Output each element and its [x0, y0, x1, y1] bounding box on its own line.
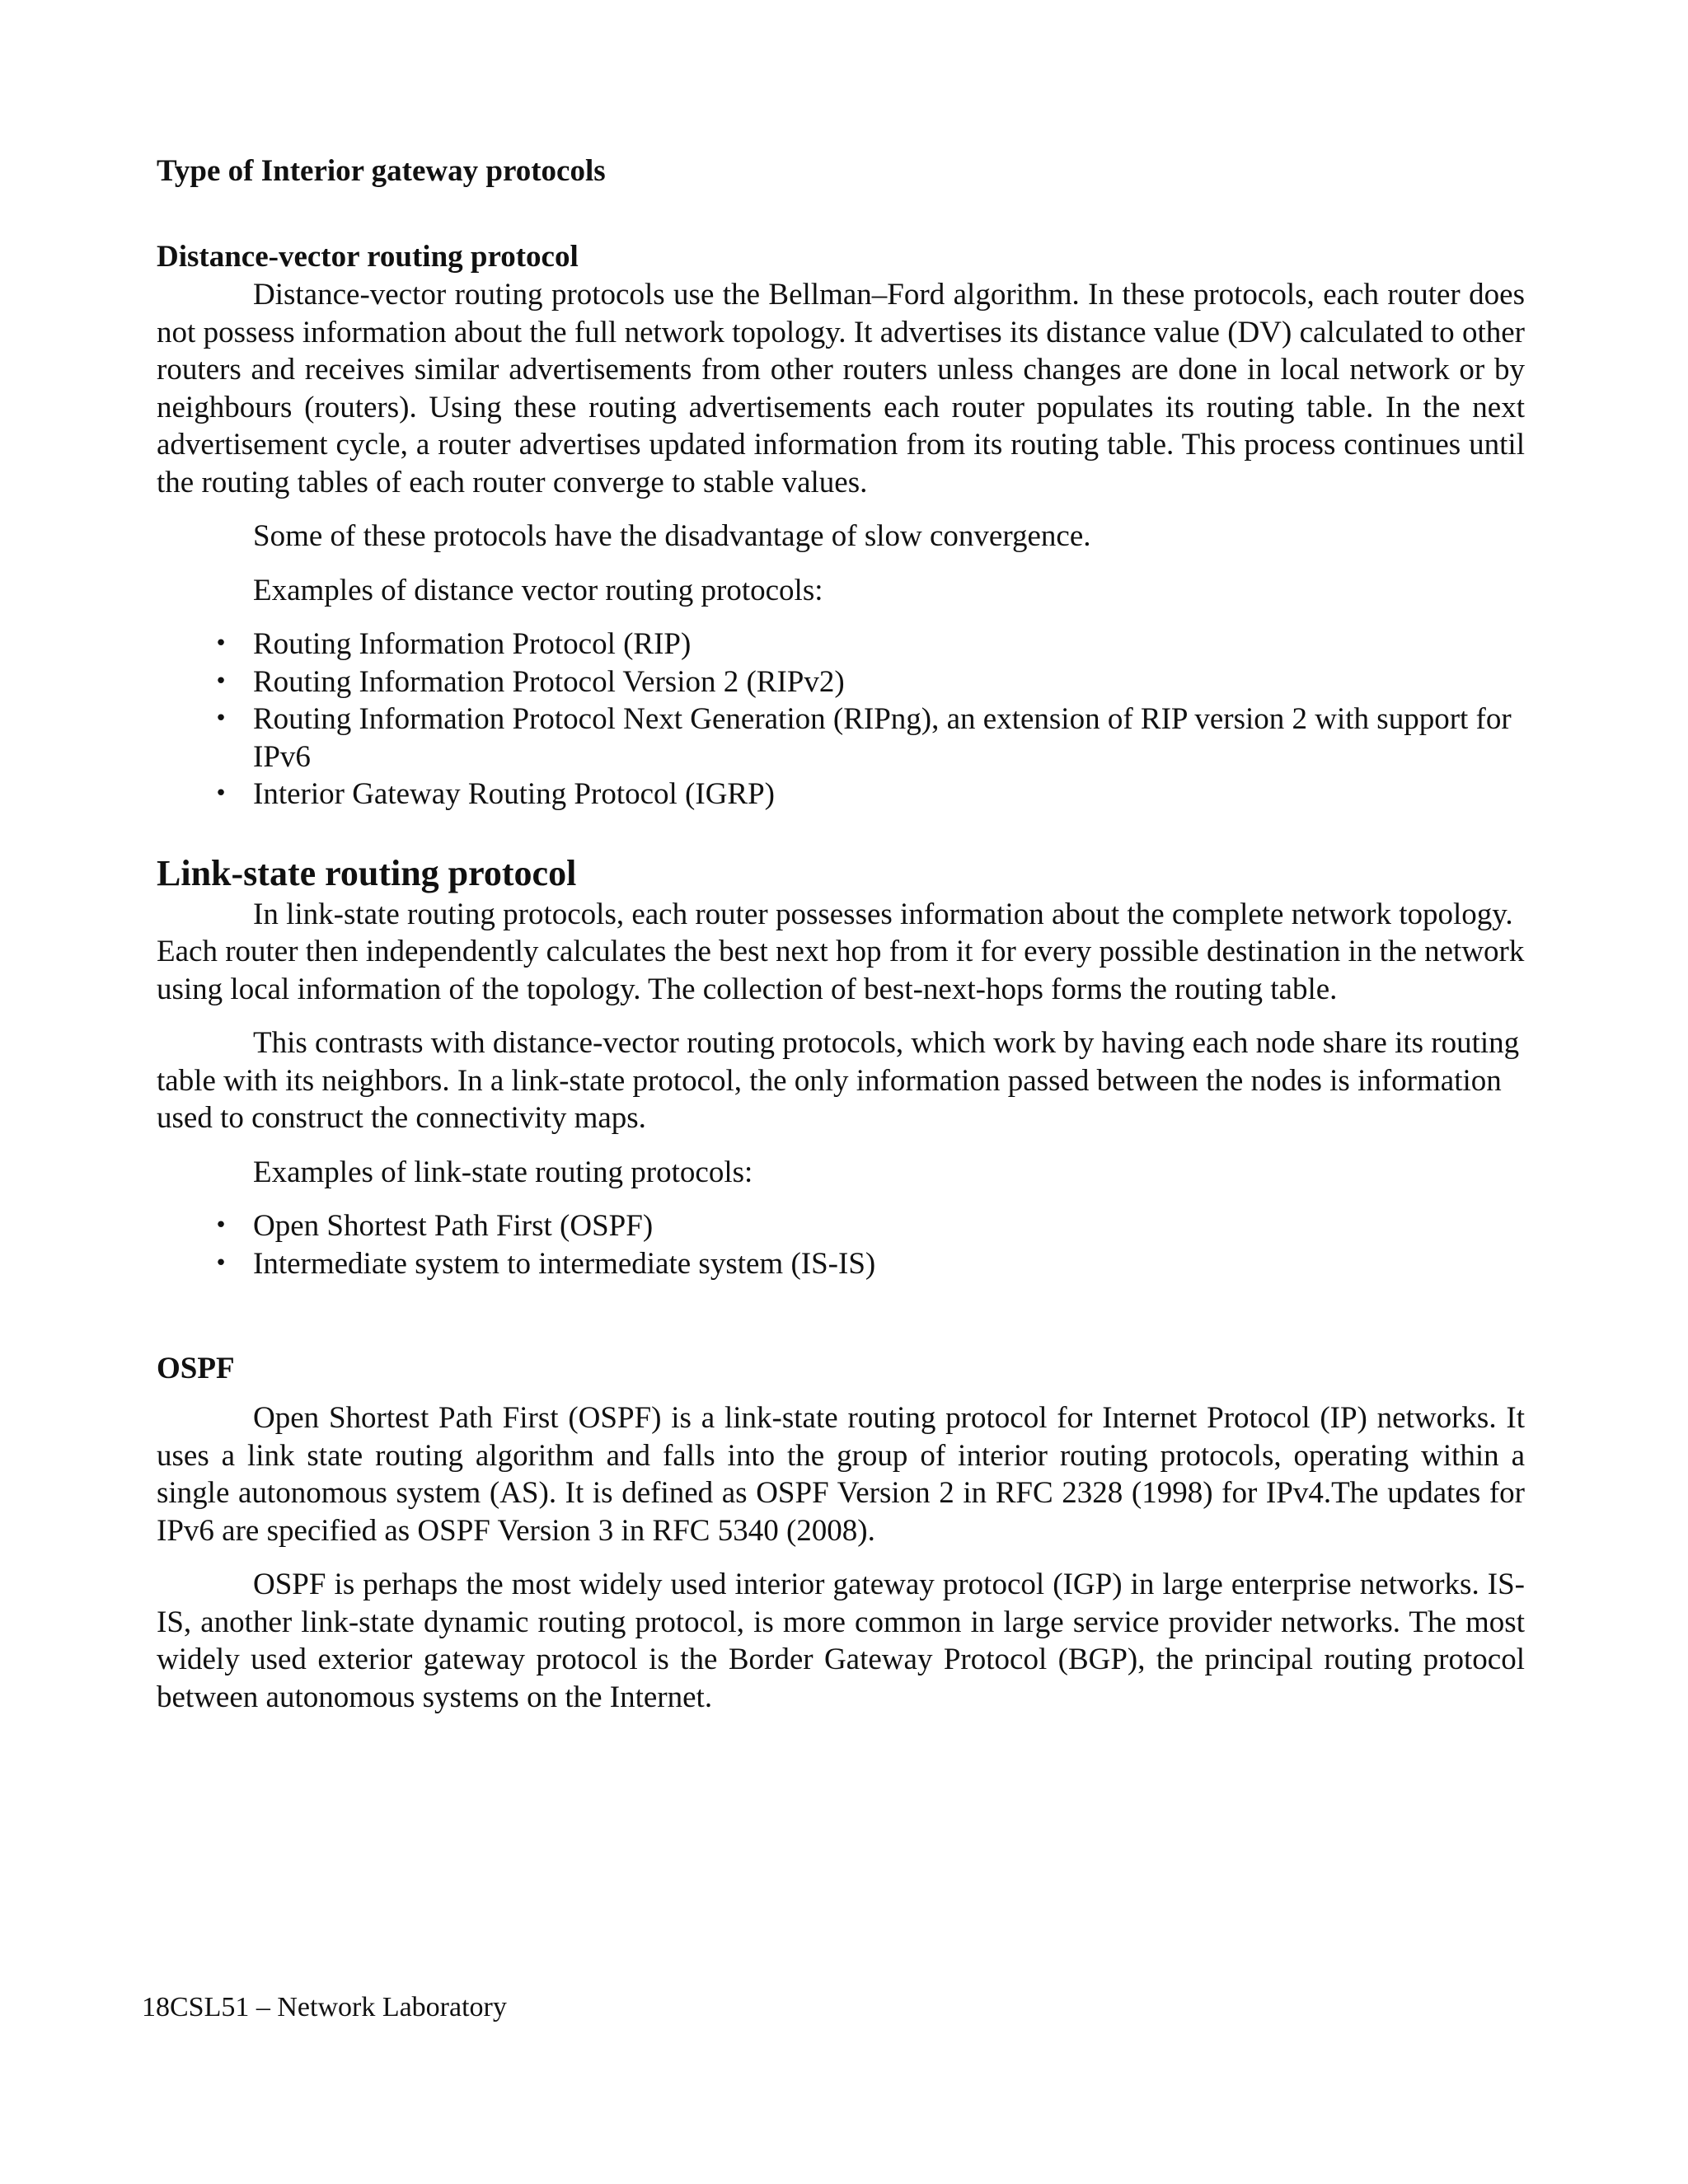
link-state-examples-list	[157, 1207, 1525, 1282]
page-footer: 18CSL51 – Network Laboratory	[142, 1992, 507, 2022]
list-item-text: Intermediate system to intermediate system (IS-IS)	[253, 1246, 876, 1281]
distance-vector-paragraph-1: Distance-vector routing protocols use the Bellman–Ford algorithm. In these protocols, each router does not possess information about the full network topology. It advertises its distance value (DV) calculated to other routers and receives similar advertisements from other routers unless changes are done in local network or by neighbours (routers). Using these routing advertisements each router populates its routing table. In the next advertisement cycle, a router advertises updated information from its routing table. This process continues until the routing tables of each router converge to stable values.	[157, 278, 1525, 499]
list-item	[157, 663, 1525, 701]
bullet-icon: •	[214, 1250, 227, 1276]
list-item	[157, 776, 1525, 813]
distance-vector-paragraph-2: Some of these protocols have the disadvantage of slow convergence.	[253, 519, 1091, 553]
list-item	[157, 701, 1525, 776]
link-state-paragraph-1: In link-state routing protocols, each router possesses information about the complete network topology. Each router then independently calculates the best next hop from it for every possible destination in the network using local information of the topology. The collection of best-next-hops forms the routing table.	[157, 897, 1525, 1006]
distance-vector-examples-intro: Examples of distance vector routing protocols:	[253, 573, 823, 607]
link-state-examples-intro: Examples of link-state routing protocols:	[253, 1155, 753, 1189]
list-item-text: Interior Gateway Routing Protocol (IGRP)	[253, 777, 775, 811]
bullet-icon: •	[214, 706, 227, 731]
ospf-paragraph-2: OSPF is perhaps the most widely used interior gateway protocol (IGP) in large enterprise networks. IS-IS, another link-state dynamic routing protocol, is more common in large service provider networks. The most widely used exterior gateway protocol is the Border Gateway Protocol (BGP), the principal routing protocol between autonomous systems on the Internet.	[157, 1568, 1525, 1714]
bullet-icon: •	[214, 668, 227, 694]
bullet-icon: •	[214, 1213, 227, 1238]
ospf-heading: OSPF	[157, 1352, 235, 1385]
list-item-text: Open Shortest Path First (OSPF)	[253, 1209, 654, 1243]
distance-vector-heading: Distance-vector routing protocol	[157, 240, 579, 274]
list-item-text: Routing Information Protocol Version 2 (RIPv2)	[253, 664, 845, 699]
list-item	[157, 626, 1525, 663]
list-item	[157, 1207, 1525, 1245]
distance-vector-examples-list	[157, 626, 1525, 813]
list-item-text: Routing Information Protocol (RIP)	[253, 627, 692, 661]
link-state-paragraph-2: This contrasts with distance-vector routing protocols, which work by having each node share its routing table with its neighbors. In a link-state protocol, the only information passed between the nodes is information used to construct the connectivity maps.	[157, 1026, 1520, 1135]
list-item-text: Routing Information Protocol Next Generation (RIPng), an extension of RIP version 2 with support for IPv6	[253, 702, 1512, 774]
link-state-heading: Link-state routing protocol	[157, 852, 577, 893]
section-title: Type of Interior gateway protocols	[157, 154, 606, 188]
bullet-icon: •	[214, 631, 227, 656]
ospf-paragraph-1: Open Shortest Path First (OSPF) is a link-state routing protocol for Internet Protocol (IP) networks. It uses a link state routing algorithm and falls into the group of interior routing protocols, operating within a single autonomous system (AS). It is defined as OSPF Version 2 in RFC 2328 (1998) for IPv4.The updates for IPv6 are specified as OSPF Version 3 in RFC 5340 (2008).	[157, 1401, 1525, 1548]
document-page	[157, 152, 1525, 1716]
bullet-icon: •	[214, 781, 227, 806]
list-item	[157, 1245, 1525, 1283]
